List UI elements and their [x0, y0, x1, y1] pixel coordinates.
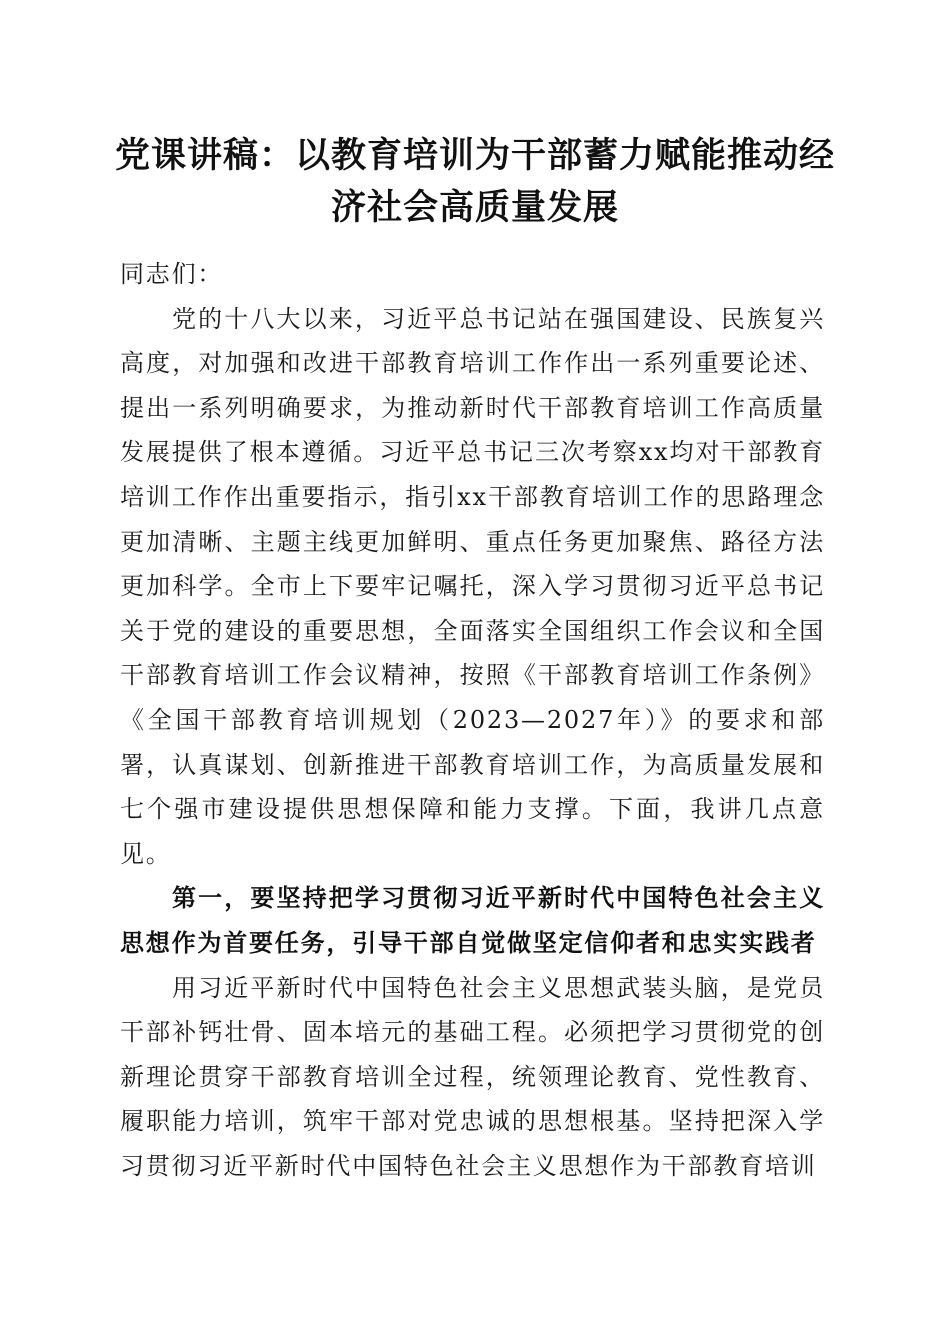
section-heading-1: 第一，要坚持把学习贯彻习近平新时代中国特色社会主义思想作为首要任务，引导干部自觉做坚定信仰者和忠实实践者: [120, 883, 825, 957]
intro-paragraph: 党的十八大以来，习近平总书记站在强国建设、民族复兴高度，对加强和改进干部教育培训工作作出一系列重要论述、提出一系列明确要求，为推动新时代干部教育培训工作高质量发展提供了根本遵循。习近平总书记三次考察xx均对干部教育培训工作作出重要指示，指引xx干部教育培训工作的思路理念更加清晰、主题主线更加鲜明、重点任务更加聚焦、路径方法更加科学。全市上下要牢记嘱托，深入学习贯彻习近平总书记关于党的建设的重要思想，全面落实全国组织工作会议和全国干部教育培训工作会议精神，按照《干部教育培训工作条例》《全国干部教育培训规划（2023—2027年）》的要求和部署，认真谋划、创新推进干部教育培训工作，为高质量发展和七个强市建设提供思想保障和能力支撑。下面，我讲几点意见。: [120, 304, 825, 868]
section-paragraph-1: 用习近平新时代中国特色社会主义思想武装头脑，是党员干部补钙壮骨、固本培元的基础工程。必须把学习贯彻党的创新理论贯穿干部教育培训全过程，统领理论教育、党性教育、履职能力培训，筑牢干部对党忠诚的思想根基。坚持把深入学习贯彻习近平新时代中国特色社会主义思想作为干部教育培训: [120, 973, 825, 1180]
document-body: [120, 252, 825, 1188]
salutation: 同志们：: [120, 260, 224, 288]
document-title: 党课讲稿：以教育培训为干部蓄力赋能推动经济社会高质量发展: [114, 136, 835, 228]
